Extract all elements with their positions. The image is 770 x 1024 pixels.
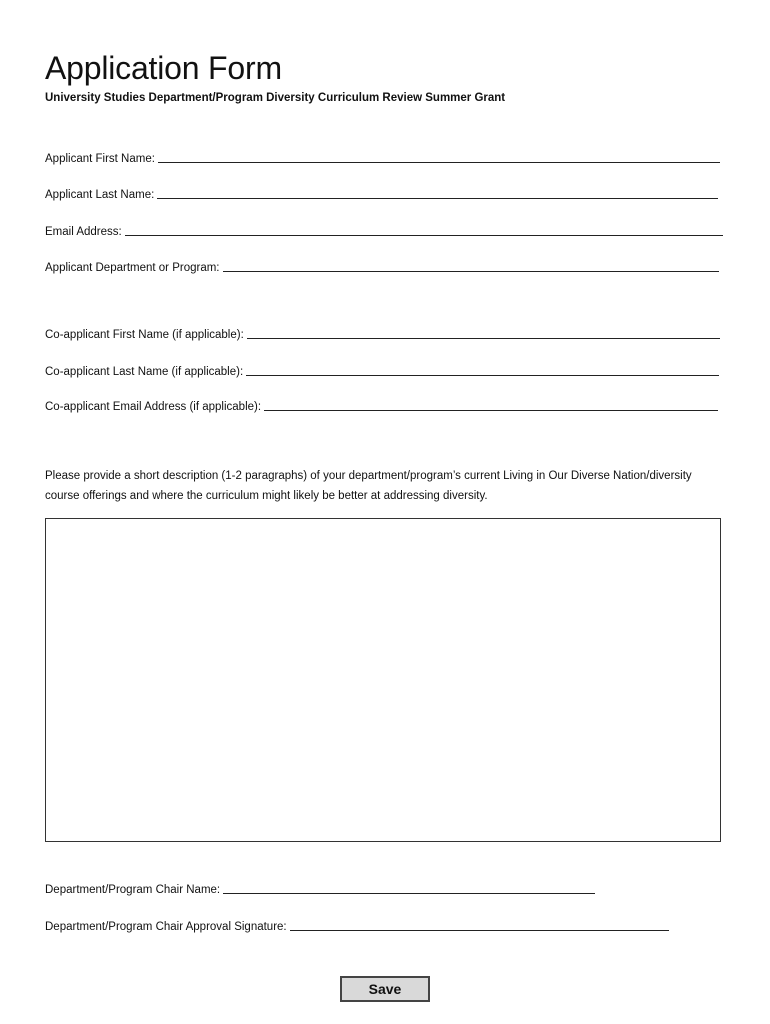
applicant-first-name-label: Applicant First Name: (45, 153, 155, 165)
applicant-last-name-label: Applicant Last Name: (45, 189, 155, 201)
page-subtitle: University Studies Department/Program Diversity Curriculum Review Summer Grant (45, 92, 506, 104)
applicant-department-row[interactable] (45, 260, 719, 274)
chair-signature-row[interactable] (45, 919, 669, 933)
applicant-first-name-row[interactable] (45, 151, 720, 165)
applicant-last-name-field[interactable] (157, 187, 718, 199)
applicant-first-name-field[interactable] (158, 151, 720, 163)
coapplicant-last-name-row[interactable] (45, 364, 719, 378)
coapplicant-first-name-label: Co-applicant First Name (if applicable): (45, 329, 244, 341)
chair-name-field[interactable] (223, 882, 595, 894)
applicant-department-field[interactable] (223, 260, 720, 272)
chair-name-row[interactable] (45, 882, 595, 896)
coapplicant-email-label: Co-applicant Email Address (if applicable): (45, 401, 262, 413)
save-button[interactable]: Save (340, 976, 430, 1002)
email-address-row[interactable] (45, 224, 723, 238)
coapplicant-first-name-field[interactable] (247, 327, 720, 339)
chair-signature-field[interactable] (290, 919, 669, 931)
chair-signature-label: Department/Program Chair Approval Signature: (45, 921, 287, 933)
coapplicant-email-row[interactable] (45, 399, 718, 413)
coapplicant-last-name-label: Co-applicant Last Name (if applicable): (45, 366, 244, 378)
description-prompt: Please provide a short description (1-2 paragraphs) of your department/program’s current Living in Our Diverse Nation/diversity course offerings and where the curriculum might likely be better at addressing diversity. (45, 470, 692, 502)
coapplicant-first-name-row[interactable] (45, 327, 720, 341)
coapplicant-email-field[interactable] (264, 399, 718, 411)
coapplicant-last-name-field[interactable] (246, 364, 719, 376)
applicant-department-label: Applicant Department or Program: (45, 262, 220, 274)
email-address-field[interactable] (125, 224, 723, 236)
page-title: Application Form (45, 50, 282, 86)
email-address-label: Email Address: (45, 226, 122, 238)
description-textarea[interactable] (45, 518, 721, 842)
chair-name-label: Department/Program Chair Name: (45, 884, 221, 896)
applicant-last-name-row[interactable] (45, 187, 718, 201)
